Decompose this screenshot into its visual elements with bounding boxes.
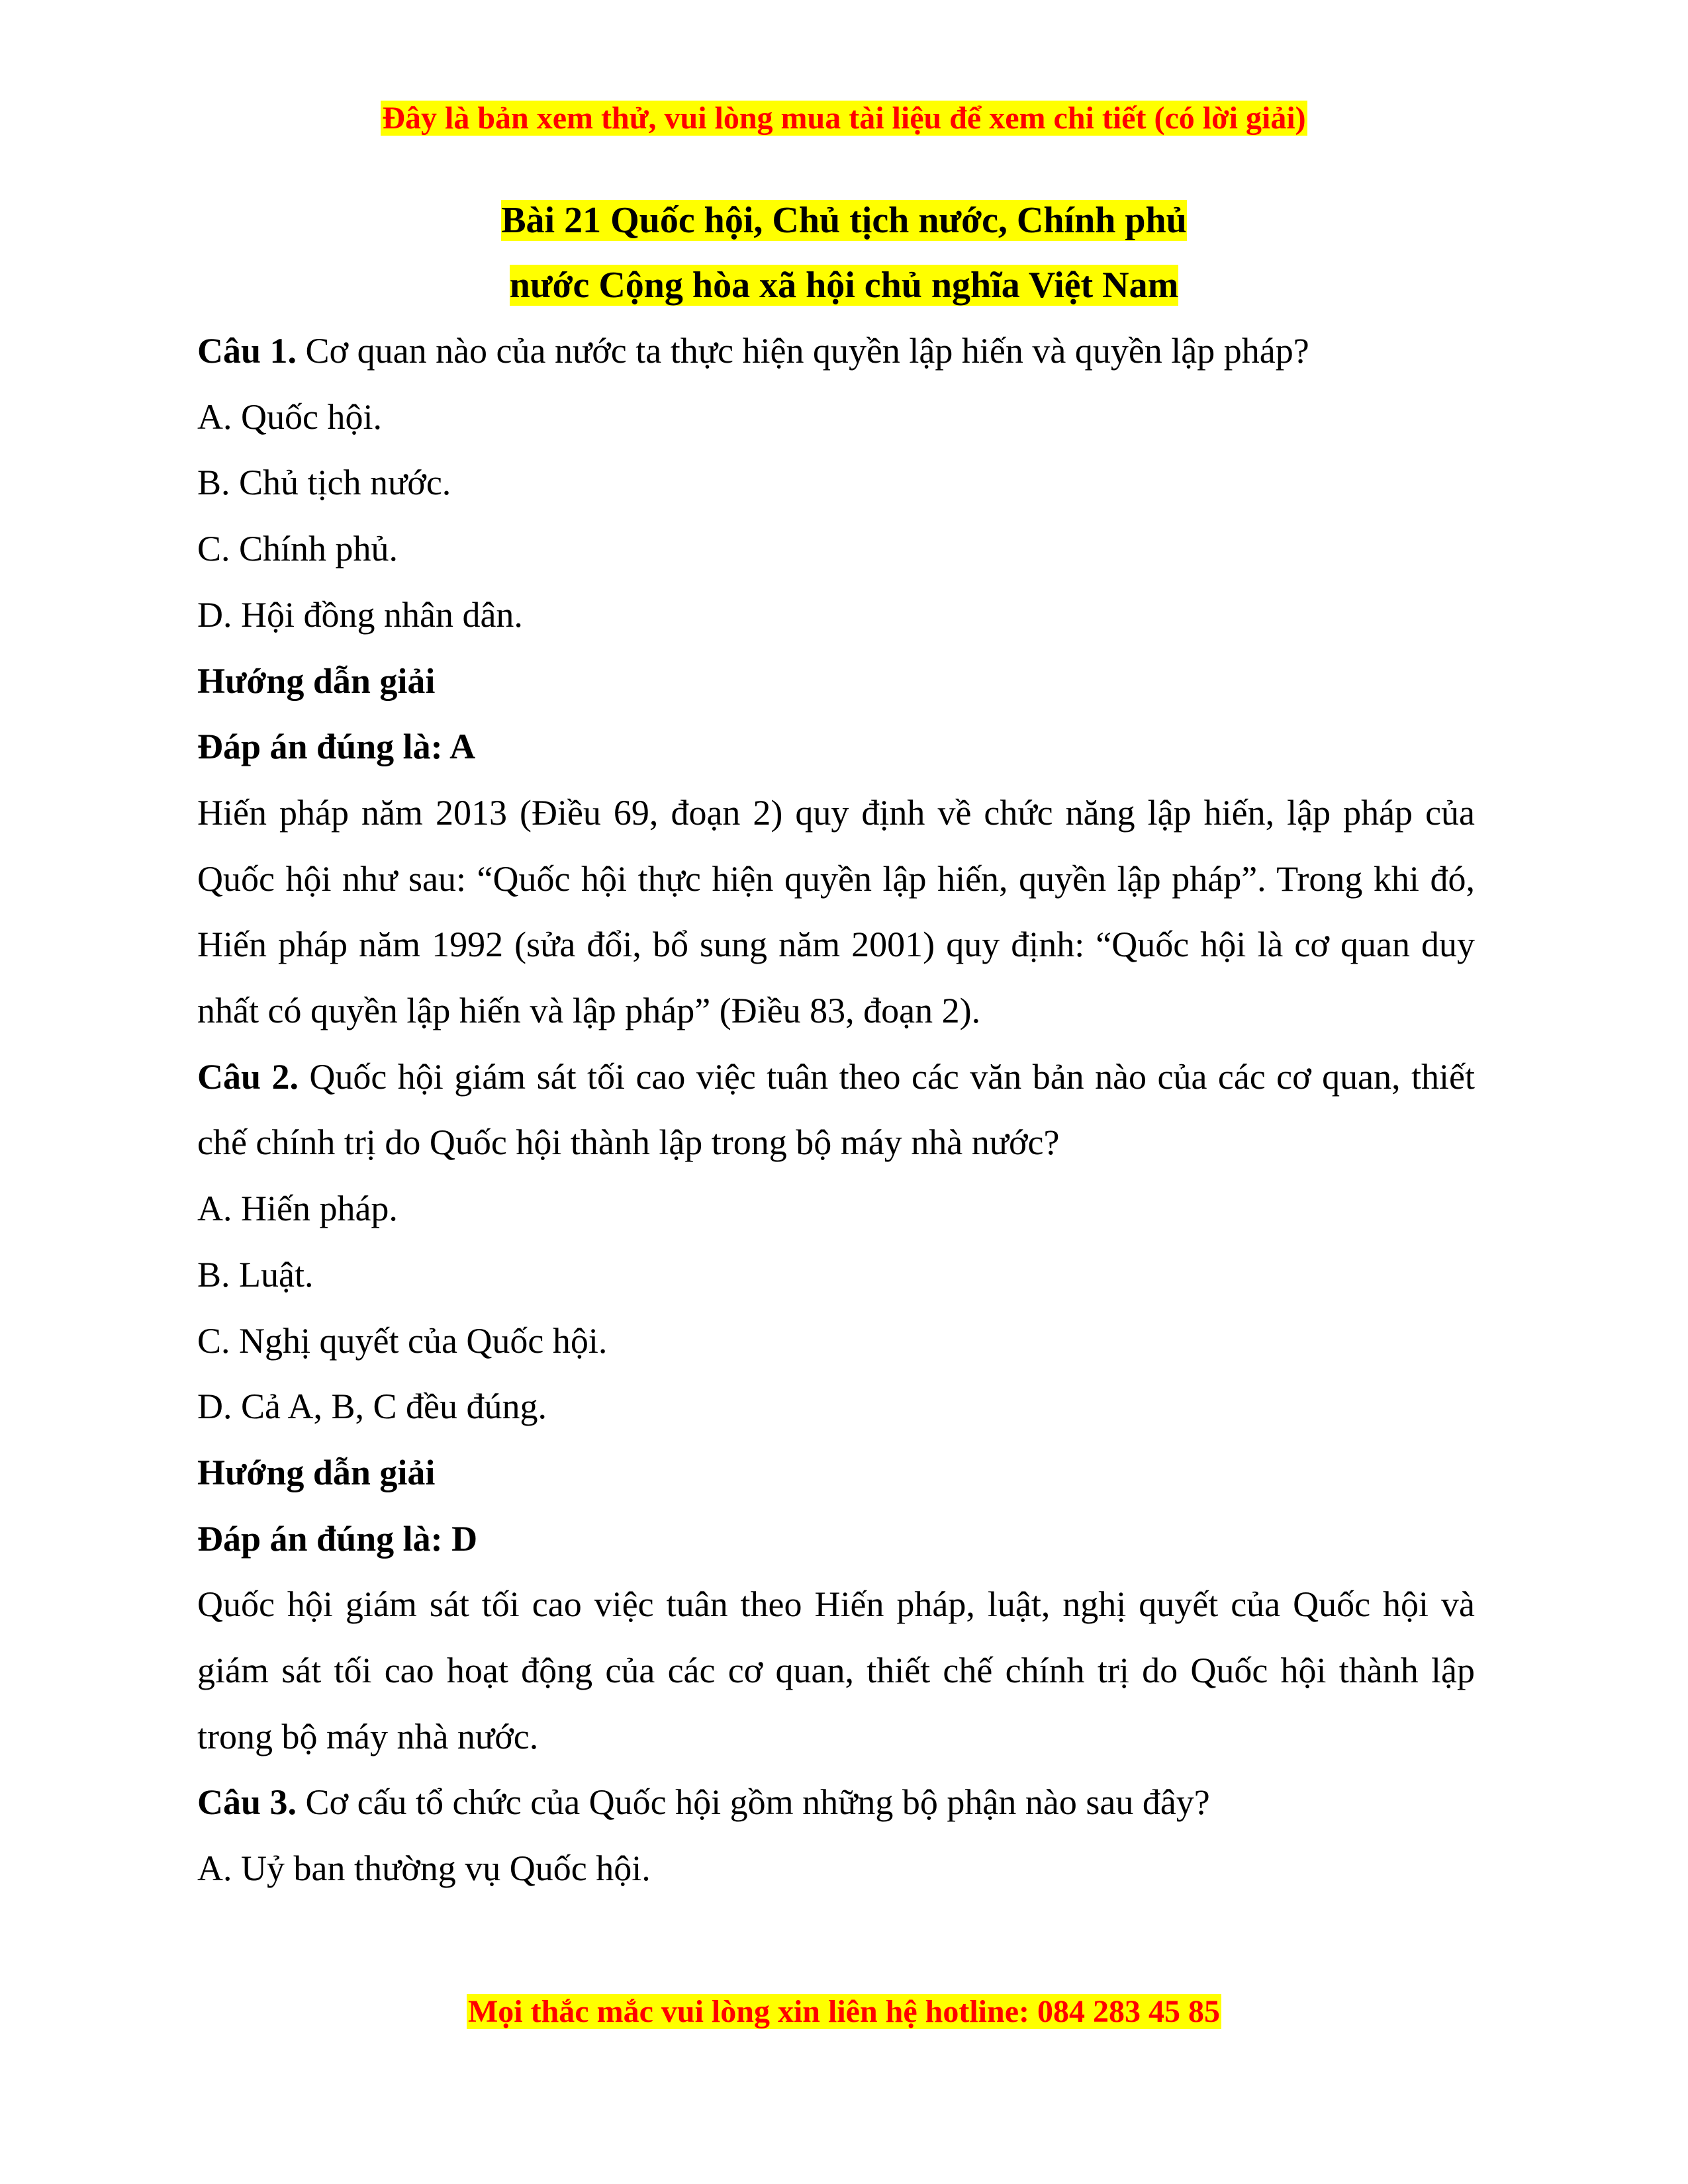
option-a: A. Hiến pháp. xyxy=(197,1189,398,1229)
answer-text: Đáp án đúng là: A xyxy=(197,727,476,767)
page-title xyxy=(0,188,1688,318)
answer xyxy=(197,714,1475,780)
option-b: B. Chủ tịch nước. xyxy=(197,463,451,503)
guide-heading xyxy=(197,1440,1475,1506)
title-line-2: nước Cộng hòa xã hội chủ nghĩa Việt Nam xyxy=(509,265,1179,306)
question-text: Cơ cấu tổ chức của Quốc hội gồm những bộ phận nào sau đây? xyxy=(297,1782,1210,1823)
option-a: A. Uỷ ban thường vụ Quốc hội. xyxy=(197,1848,651,1889)
explanation: Hiến pháp năm 2013 (Điều 69, đoạn 2) quy định về chức năng lập hiến, lập pháp của Quốc hội như sau: “Quốc hội thực hiện quyền lập hiến, quyền lập pháp”. Trong khi đó, Hiến pháp năm 1992 (sửa đổi, bổ sung năm 2001) quy định: “Quốc hội là cơ quan duy nhất có quyền lập hiến và lập pháp” (Điều 83, đoạn 2). xyxy=(197,792,1475,1031)
hotline-notice-text: Mọi thắc mắc vui lòng xin liên hệ hotline: 084 283 45 85 xyxy=(467,1994,1220,2029)
option-c: C. Nghị quyết của Quốc hội. xyxy=(197,1320,608,1361)
question-label: Câu 2. xyxy=(197,1056,299,1097)
explanation: Quốc hội giám sát tối cao việc tuân theo Hiến pháp, luật, nghị quyết của Quốc hội và giám sát tối cao hoạt động của các cơ quan, thiết chế chính trị do Quốc hội thành lập trong bộ máy nhà nước. xyxy=(197,1584,1475,1756)
question-text: Quốc hội giám sát tối cao việc tuân theo các văn bản nào của các cơ quan, thiết chế chính trị do Quốc hội thành lập trong bộ máy nhà nước? xyxy=(197,1056,1475,1163)
question-3 xyxy=(197,1770,1475,1836)
option-b: B. Luật. xyxy=(197,1254,314,1295)
guide-heading-text: Hướng dẫn giải xyxy=(197,1452,436,1492)
option-d: D. Hội đồng nhân dân. xyxy=(197,594,523,635)
option-c: C. Chính phủ. xyxy=(197,529,399,569)
answer xyxy=(197,1506,1475,1572)
option-d: D. Cả A, B, C đều đúng. xyxy=(197,1387,547,1427)
document-body xyxy=(197,318,1475,1902)
preview-notice xyxy=(0,95,1688,142)
hotline-notice xyxy=(0,1989,1688,2035)
preview-notice-text: Đây là bản xem thử, vui lòng mua tài liệu để xem chi tiết (có lời giải) xyxy=(382,101,1306,136)
answer-text: Đáp án đúng là: D xyxy=(197,1518,478,1559)
question-2 xyxy=(197,1044,1475,1176)
guide-heading-text: Hướng dẫn giải xyxy=(197,660,436,701)
option-a: A. Quốc hội. xyxy=(197,396,382,437)
question-label: Câu 3. xyxy=(197,1782,297,1823)
question-label: Câu 1. xyxy=(197,331,297,371)
title-line-1: Bài 21 Quốc hội, Chủ tịch nước, Chính phủ xyxy=(501,200,1187,241)
question-1 xyxy=(197,318,1475,385)
guide-heading xyxy=(197,649,1475,715)
question-text: Cơ quan nào của nước ta thực hiện quyền lập hiến và quyền lập pháp? xyxy=(297,331,1309,371)
